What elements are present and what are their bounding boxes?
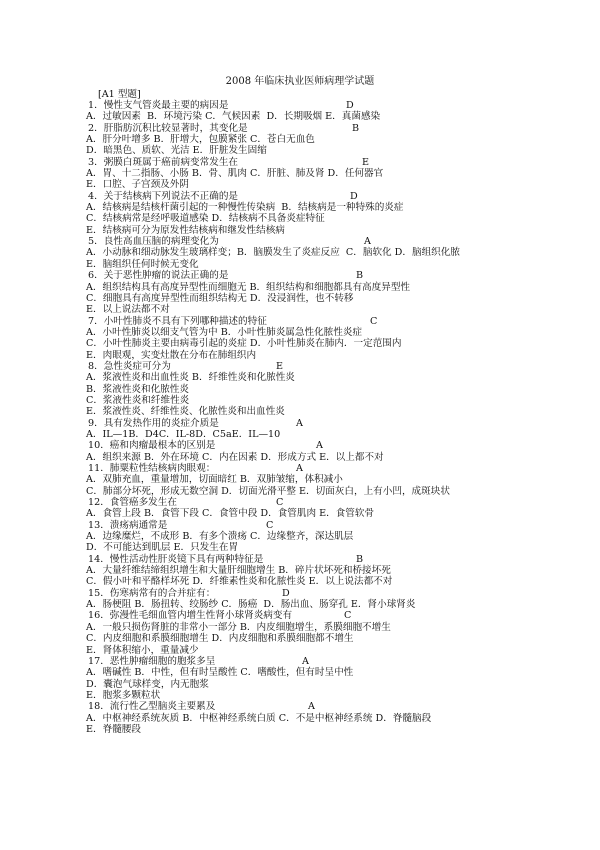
question-text: 18．流行性乙型脑炎主要累及 (88, 701, 216, 713)
option-line (86, 667, 600, 678)
section-heading: [A1 型题] (98, 89, 141, 100)
question-stem (86, 316, 600, 327)
question-stem (86, 656, 600, 667)
question-text: 3．粥膜白斑属于癌前病变常发生在 (88, 156, 239, 168)
option-text: E．口腔、子宫颈及外阴 (86, 179, 189, 191)
question-text: 10．癌和肉瘤最根本的区别是 (88, 440, 216, 452)
option-line (86, 724, 600, 735)
question-text: 2．肝脂肪沉积比较显著时，其变化是 (88, 122, 248, 134)
option-text: D．暗黑色、质软、光洁 E．肝脏发生固缩 (86, 145, 267, 157)
option-text: A．组织来源 B．外在环境 C．内在因素 D．形成方式 E．以上都不对 (86, 451, 384, 463)
option-line (86, 202, 600, 213)
option-line (86, 259, 600, 270)
question-text: 8．急性炎症可分为 (88, 360, 171, 372)
option-text: A．胃、十二指肠、小肠 B．骨、肌肉 C．肝脏、肺及肾 D．任何器官 (86, 168, 384, 180)
option-text: C．小叶性肺炎主要由病毒引起的炎症 D．小叶性肺炎在肺内．一定范围内 (86, 338, 402, 350)
option-text: E．肉眼观，实变灶散在分布在肺组织内 (86, 349, 257, 361)
question-text: 15．伤寒病常有的合并症有： (88, 587, 216, 599)
answer-key: A (308, 701, 315, 713)
question-text: 5．良性高血压脑的病理变化为 (88, 236, 219, 248)
option-line (86, 508, 600, 519)
question-text: 1．慢性支气管炎最主要的病因是 (88, 100, 229, 111)
option-text: C．浆液性炎和纤维性炎 (86, 394, 190, 406)
option-text: E．结核病可分为原发性结核病和继发性结核病 (86, 224, 285, 236)
option-text: A．大量纤维结缔组织增生和大量肝细胞增生 B．碎片状坏死和桥接坏死 (86, 565, 391, 577)
option-text: E．浆液性炎、纤维性炎、化脓性炎和出血性炎 (86, 406, 285, 418)
option-text: E．脑组织任何时候无变化 (86, 258, 199, 270)
answer-key: B (356, 553, 364, 565)
option-line (86, 384, 600, 395)
question-stem (86, 236, 600, 247)
option-text: A．小动脉和细动脉发生玻璃样变；B．脑膜发生了炎症反应 C．脑软化 D．脑组织化脓 (86, 247, 460, 259)
option-text: D．囊泡气球样变，内无胞浆 (86, 678, 209, 690)
question-text: 7．小叶性肺炎不具有下列哪种描述的特征 (88, 315, 267, 327)
question-stem (86, 100, 600, 111)
option-line (86, 179, 600, 190)
question-text: 16．弥漫性毛细血管内增生性肾小球肾炎病变有 (88, 610, 293, 622)
option-line (86, 225, 600, 236)
option-line (86, 599, 600, 610)
option-line (86, 429, 600, 440)
question-stem (86, 463, 600, 474)
option-text: A．过敏因素 B．环境污染 C．气候因素 D．长期吸烟 E．真菌感染 (86, 111, 381, 123)
option-line (86, 486, 600, 497)
question-stem (86, 157, 600, 168)
option-line (86, 542, 600, 553)
question-list (86, 100, 600, 735)
option-line (86, 213, 600, 224)
option-line (86, 576, 600, 587)
option-text: C．细胞具有高度异型性而组织结构无 D．没浸润性，也不转移 (86, 292, 354, 304)
option-line (86, 338, 600, 349)
option-line (86, 111, 600, 122)
answer-key: D (346, 100, 354, 111)
option-line (86, 395, 600, 406)
option-text: A．结核病是结核杆菌引起的一种慢性传染病 B．结核病是一种特殊的炎症 (86, 202, 404, 214)
option-text: C．假小叶和平酪样坏死 D．纤维素性炎和化脓性炎 E．以上说法都不对 (86, 576, 393, 588)
option-text: C．肺部分坏死，形成无数空洞 D．切面光滑平整 E．切面灰白，上有小凹，成斑块状 (86, 485, 450, 497)
option-line (86, 565, 600, 576)
question-stem (86, 588, 600, 599)
option-line (86, 327, 600, 338)
question-stem (86, 191, 600, 202)
option-text: A．小叶性肺炎以细支气管为中 B．小叶性肺炎属急性化脓性炎症 (86, 326, 363, 338)
answer-key: D (350, 190, 358, 202)
answer-key: A (302, 655, 309, 667)
option-line (86, 134, 600, 145)
option-text: A．一般只损伤肾脏的非常小一部分 B．内皮细胞增生，系膜细胞不增生 (86, 621, 391, 633)
answer-key: C (266, 519, 274, 531)
question-text: 12．食管癌多发生在 (88, 497, 177, 509)
answer-key: E (276, 360, 284, 372)
option-line (86, 679, 600, 690)
question-text: 13．溃疡病通常是 (88, 519, 168, 531)
option-text: E．脊髓腰段 (86, 723, 141, 735)
option-line (86, 145, 600, 156)
answer-key: A (364, 236, 371, 248)
option-line (86, 372, 600, 383)
option-text: A．双肺充血，重量增加，切面暗红 B．双肺皱缩，体积减小 (86, 474, 343, 486)
question-stem (86, 520, 600, 531)
option-text: A．嗜碱性 B．中性，但有时呈酸性 C．嗜酸性，但有时呈中性 (86, 667, 354, 679)
question-stem (86, 701, 600, 712)
option-text: E．胞浆多颗粒状 (86, 689, 161, 701)
option-line (86, 247, 600, 258)
answer-key: E (362, 156, 370, 168)
answer-key: A (296, 417, 303, 429)
option-text: A．边缘糜烂，不成形 B．有多个溃疡 C．边缘整齐，深达肌层 (86, 531, 354, 543)
option-text: A．肝分叶增多 B．肝增大，包膜紧张 C．苍白无血色 (86, 134, 315, 146)
option-line (86, 633, 600, 644)
question-text: 14．慢性活动性肝炎镜下具有两种特征是 (88, 553, 264, 565)
question-stem (86, 123, 600, 134)
option-text: A．IL—1B．D4C．IL-8D．C5aE．IL—10 (86, 428, 281, 440)
answer-key: C (276, 497, 284, 509)
option-line (86, 304, 600, 315)
question-text: 9．具有发热作用的炎症介质是 (88, 417, 219, 429)
question-stem (86, 270, 600, 281)
question-text: 6．关于恶性肿瘤的说法正确的是 (88, 270, 229, 282)
option-text: A．中枢神经系统灰质 B．中枢神经系统白质 C．不是中枢神经系统 D．脊髓脑段 (86, 712, 432, 724)
option-line (86, 168, 600, 179)
question-stem (86, 610, 600, 621)
answer-key: C (344, 610, 352, 622)
option-line (86, 350, 600, 361)
option-text: C．结核病常是经呼吸道感染 D．结核病不具备炎症特征 (86, 213, 325, 225)
option-text: A．浆液性炎和出血性炎 B．纤维性炎和化脓性炎 (86, 372, 295, 384)
answer-key: C (370, 315, 378, 327)
option-text: B．浆液性炎和化脓性炎 (86, 383, 189, 395)
answer-key: B (356, 270, 364, 282)
option-line (86, 690, 600, 701)
question-text: 4．关于结核病下列说法不正确的是 (88, 190, 239, 202)
option-text: A．食管上段 B．食管下段 C．食管中段 D．食管肌肉 E．食管软骨 (86, 508, 375, 520)
answer-key: B (352, 122, 360, 134)
option-text: E．肾体积缩小，重量减少 (86, 644, 199, 656)
document-title: 2008 年临床执业医师病理学试题 (225, 76, 375, 87)
question-stem (86, 418, 600, 429)
option-text: A．组织结构具有高度异型性而细胞无 B．组织结构和细胞都具有高度异型性 (86, 281, 411, 293)
option-line (86, 293, 600, 304)
answer-key: D (282, 587, 290, 599)
answer-key: A (296, 463, 303, 474)
question-stem (86, 554, 600, 565)
option-text: E．以上说法都不对 (86, 304, 170, 316)
option-text: A．肠梗阻 B．肠扭转、绞肠纱 C．肠癌 D．肠出血、肠穿孔 E．肾小球肾炎 (86, 599, 416, 611)
answer-key: A (316, 440, 323, 452)
option-line (86, 531, 600, 542)
option-line (86, 622, 600, 633)
question-stem (86, 440, 600, 451)
option-line (86, 282, 600, 293)
question-text: 11．肺粟粒性结核病肉眼观： (88, 463, 216, 474)
question-stem (86, 497, 600, 508)
question-text: 17．恶性肿瘤细胞的胞浆多呈 (88, 655, 216, 667)
option-line (86, 406, 600, 417)
option-text: D．不可能达到肌层 E．只发生在胃 (86, 542, 239, 554)
option-line (86, 645, 600, 656)
option-line (86, 452, 600, 463)
option-line (86, 474, 600, 485)
question-stem (86, 361, 600, 372)
option-line (86, 713, 600, 724)
option-text: C．内皮细胞和系膜细胞增生 D．内皮细胞和系膜细胞都不增生 (86, 633, 354, 645)
